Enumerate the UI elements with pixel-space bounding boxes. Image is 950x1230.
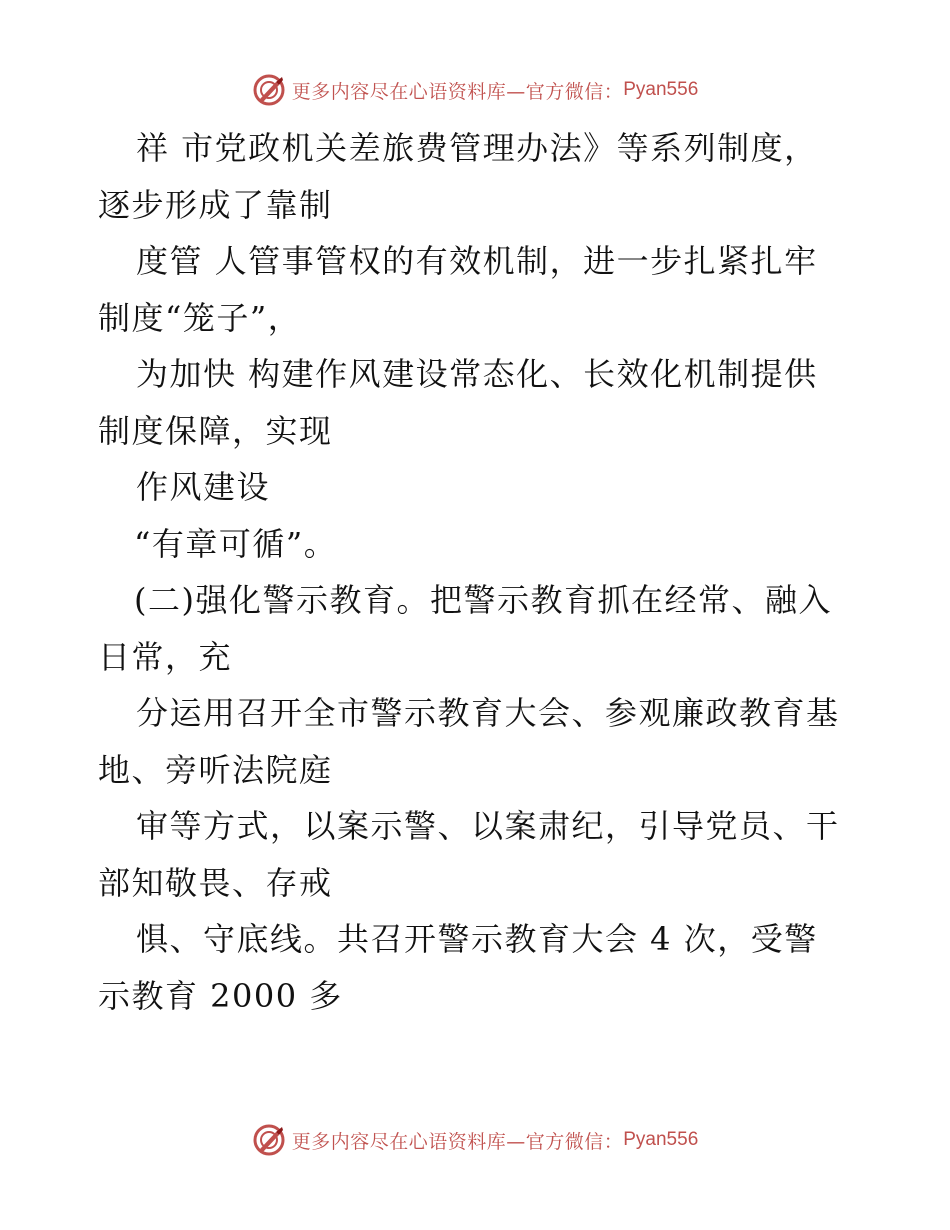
- text-line: 日常，充: [98, 637, 233, 676]
- text-line: 审等方式，以案示警、以案肃纪，引导党员、干: [136, 807, 840, 845]
- header-banner-id: Pyan556: [623, 79, 699, 100]
- text-line: “有章可循”。: [134, 524, 338, 563]
- footer-banner-id: Pyan556: [623, 1129, 699, 1150]
- text-line: 制度保障，实现: [98, 411, 333, 450]
- header-banner-text: 更多内容尽在心语资料库—官方微信：: [291, 80, 624, 103]
- text-line: 度管 人管事管权的有效机制，进一步扎紧扎牢: [136, 242, 818, 280]
- text-line: 惧、守底线。共召开警示教育大会 4 次，受警: [136, 920, 818, 958]
- footer-banner: [0, 1118, 950, 1162]
- pen-circle-logo: [252, 73, 286, 107]
- text-line: 分运用召开全市警示教育大会、参观廉政教育基: [136, 694, 840, 732]
- text-line: (二)强化警示教育。把警示教育抓在经常、融入: [134, 581, 832, 619]
- pen-circle-logo: [252, 1123, 286, 1157]
- text-line: 逐步形成了靠制: [98, 185, 333, 224]
- text-line: 作风建设: [136, 468, 271, 506]
- text-line: 祥 市党政机关差旅费管理办法》等系列制度，: [136, 129, 818, 167]
- text-line: 地、旁听法院庭: [98, 750, 333, 789]
- document-body: [98, 120, 858, 1024]
- footer-banner-text: 更多内容尽在心语资料库—官方微信：: [291, 1130, 624, 1153]
- text-line: 为加快 构建作风建设常态化、长效化机制提供: [136, 355, 818, 393]
- text-line: 部知敬畏、存戒: [98, 863, 333, 902]
- header-banner: [0, 68, 950, 112]
- text-line: 示教育 2000 多: [98, 976, 343, 1015]
- text-line: 制度“笼子”，: [98, 298, 302, 337]
